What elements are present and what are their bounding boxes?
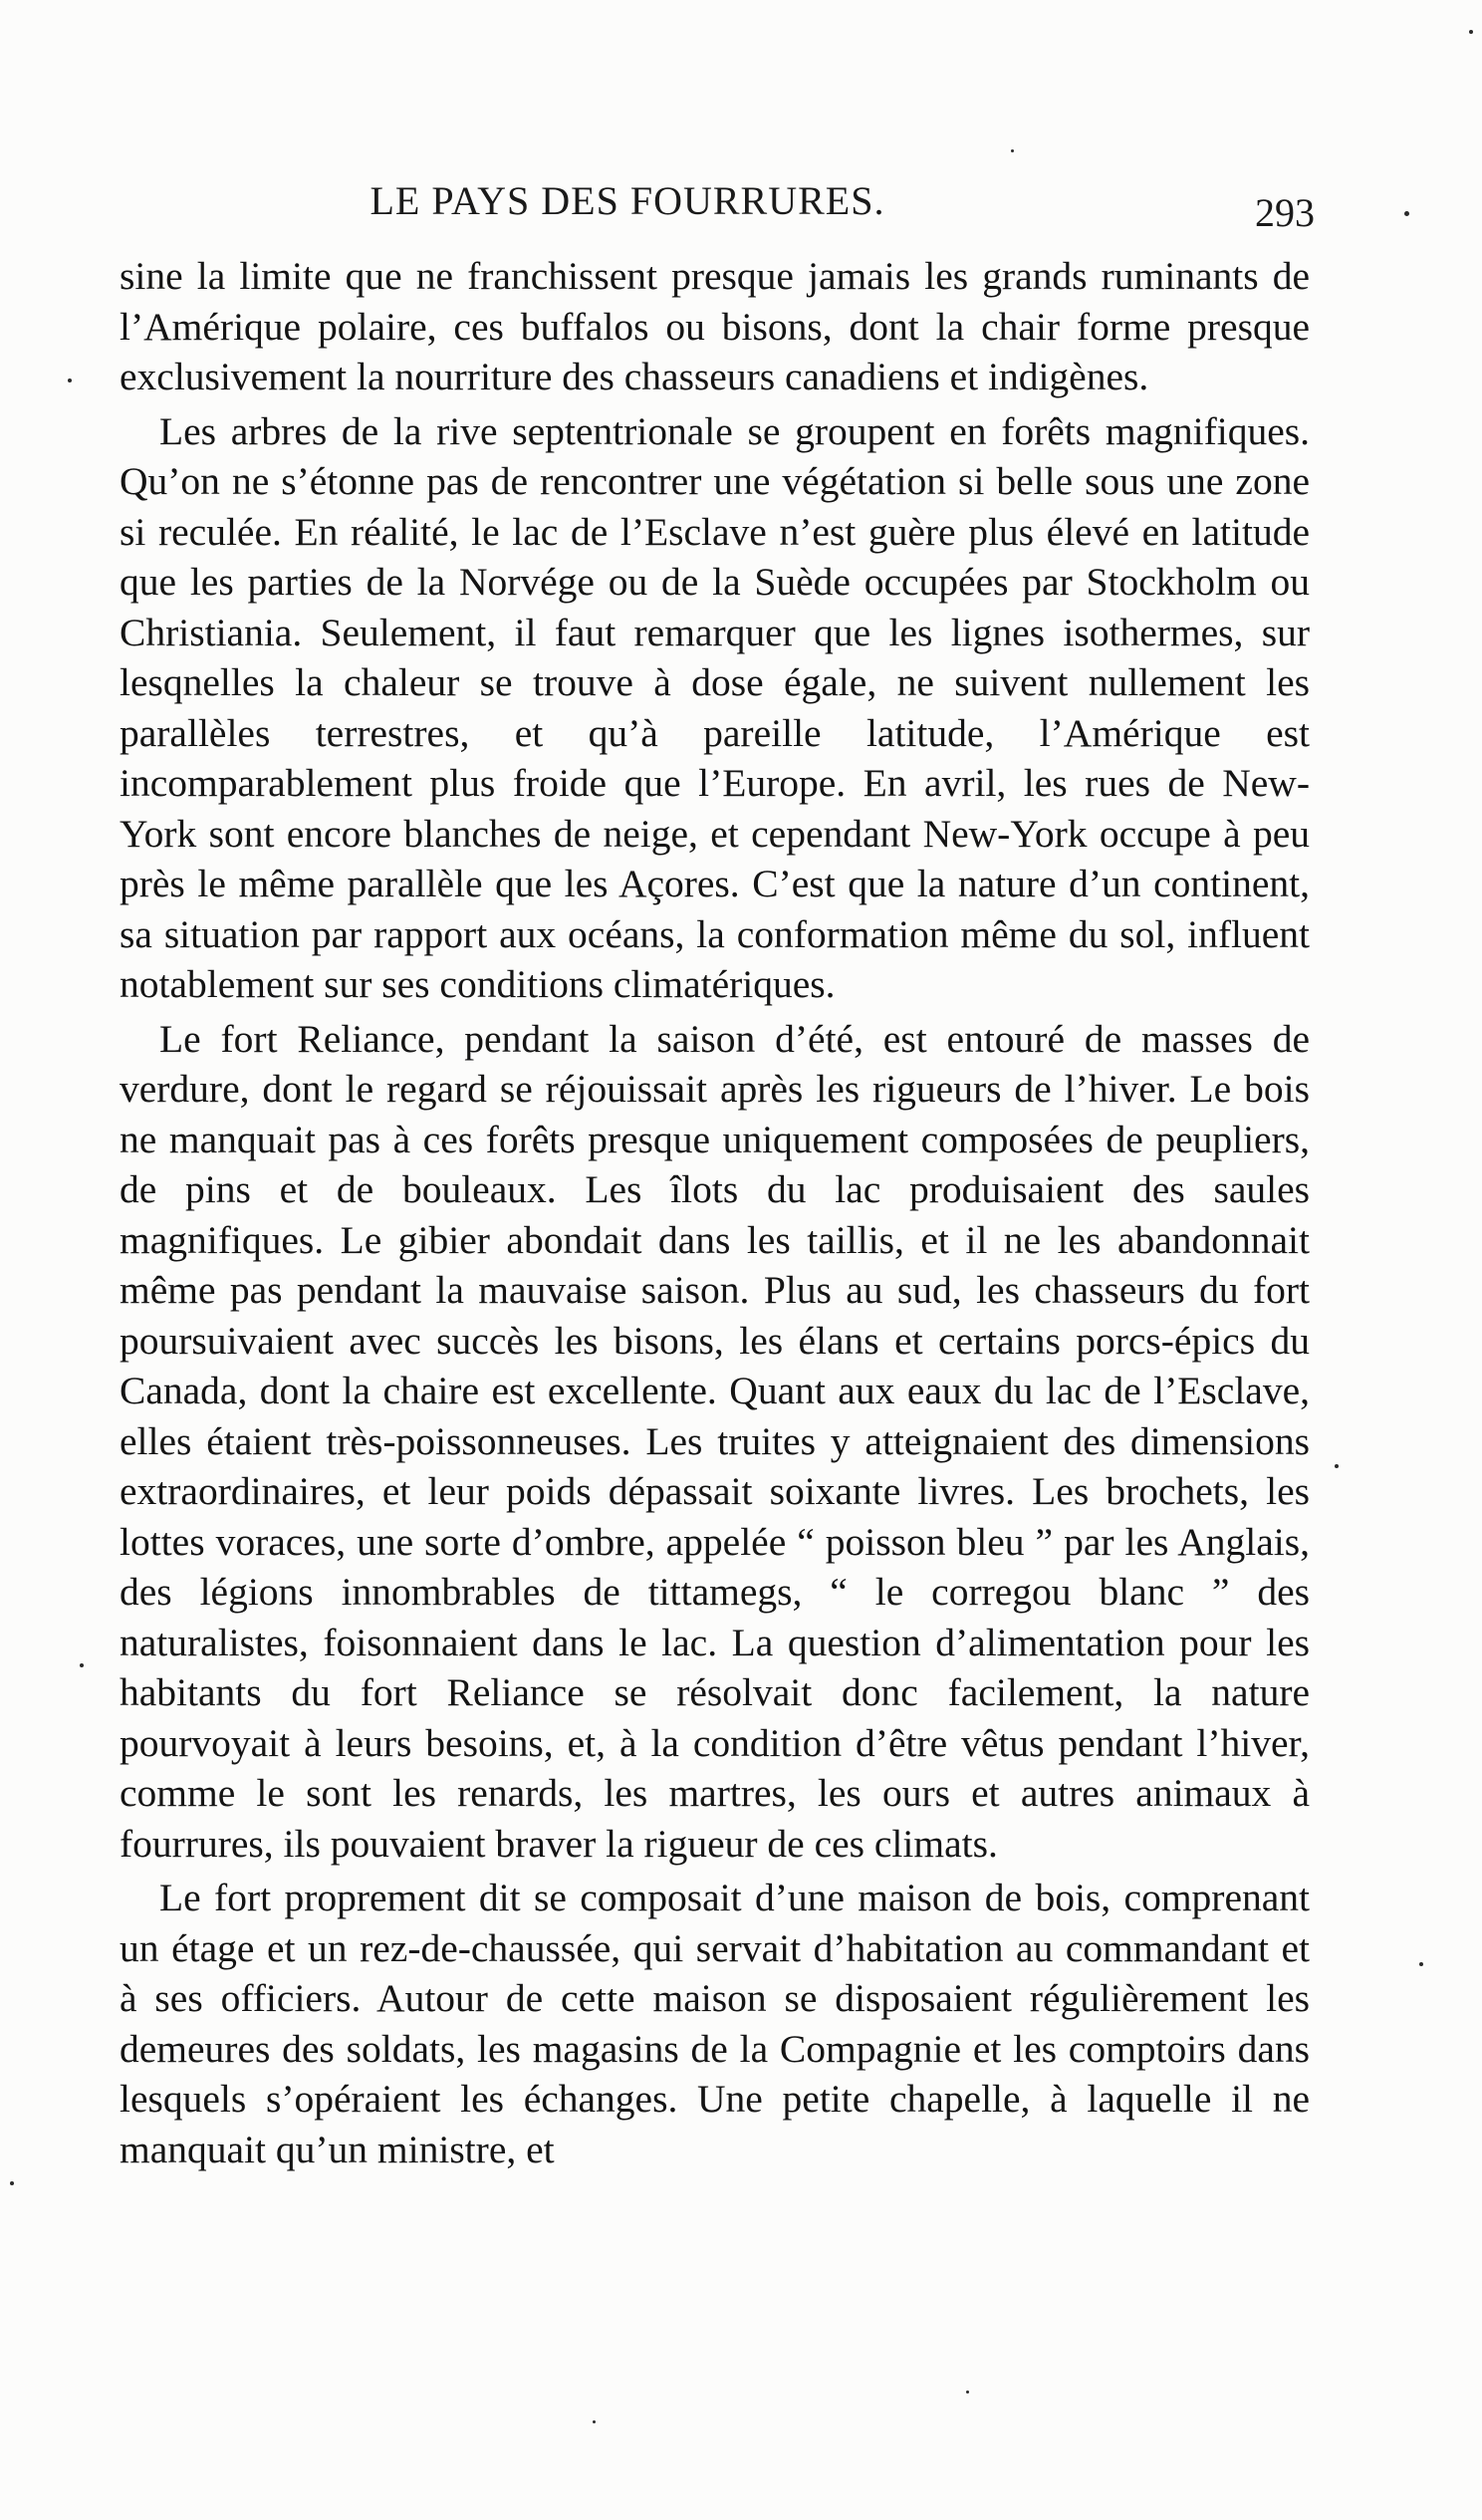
scan-speck: [1404, 211, 1409, 216]
body-text: [120, 251, 1310, 2178]
running-head: [120, 177, 1315, 237]
scan-speck: [10, 2181, 14, 2185]
scan-speck: [80, 1663, 84, 1667]
scan-speck: [1419, 1962, 1423, 1966]
scan-speck: [966, 2391, 969, 2394]
running-title: LE PAYS DES FOURRURES.: [370, 178, 885, 223]
paragraph: sine la limite que ne franchissent presque jamais les grands ruminants de l’Amérique polaire, ces buffalos ou bisons, dont la chair forme presque exclusivement la nourriture des chasseurs canadiens et indigènes.: [120, 254, 1310, 398]
paragraph: Le fort proprement dit se composait d’une maison de bois, comprenant un étage et un rez-de-chaussée, qui servait d’habitation au commandant et à ses officiers. Autour de cette maison se disposaient régulièrement les demeures des soldats, les magasins de la Compagnie et les comptoirs dans lesquels s’opéraient les échanges. Une petite chapelle, à laquelle il ne manquait qu’un ministre, et: [120, 1876, 1310, 2171]
page-number: 293: [1255, 190, 1315, 235]
scan-speck: [1469, 30, 1473, 34]
scan-speck: [1011, 149, 1014, 152]
paragraph: Les arbres de la rive septentrionale se groupent en forêts magnifiques. Qu’on ne s’étonne pas de rencontrer une végétation si belle sous une zone si reculée. En réalité, le lac de l’Esclave n’est guère plus élevé en latitude que les parties de la Norvége ou de la Suède occupées par Stockholm ou Christiania. Seulement, il faut remarquer que les lignes isothermes, sur lesqnelles la chaleur se trouve à dose égale, ne suivent nullement les parallèles terrestres, et qu’à pareille latitude, l’Amérique est incomparablement plus froide que l’Europe. En avril, les rues de New-York sont encore blanches de neige, et cependant New-York occupe à peu près le même parallèle que les Açores. C’est que la nature d’un continent, sa situation par rapport aux océans, la conformation même du sol, influent notablement sur ses conditions climatériques.: [120, 408, 1310, 1006]
scan-speck: [593, 2420, 596, 2423]
scan-speck: [68, 378, 72, 382]
paragraph: Le fort Reliance, pendant la saison d’été, est entouré de masses de verdure, dont le regard se réjouissait après les rigueurs de l’hiver. Le bois ne manquait pas à ces forêts presque uniquement composées de peupliers, de pins et de bouleaux. Les îlots du lac produisaient des saules magnifiques. Le gibier abondait dans les taillis, et il ne les abandonnait même pas pendant la mauvaise saison. Plus au sud, les chasseurs du fort poursuivaient avec succès les bisons, les élans et certains porcs-épics du Canada, dont la chaire est excellente. Quant aux eaux du lac de l’Esclave, elles étaient très-poissonneuses. Les truites y atteignaient des dimensions extraordinaires, et leur poids dépassait soixante livres. Les brochets, les lottes voraces, une sorte d’ombre, appelée “ poisson bleu ” par les Anglais, des légions innombrables de tittamegs, “ le corregou blanc ” des naturalistes, foisonnaient dans le lac. La question d’alimentation pour les habitants du fort Reliance se résolvait donc facilement, la nature pourvoyait à leurs besoins, et, à la condition d’être vêtus pendant l’hiver, comme le sont les renards, les martres, les ours et autres animaux à fourrures, ils pouvaient braver la rigueur de ces climats.: [120, 1016, 1310, 1866]
scan-speck: [1335, 1464, 1339, 1468]
